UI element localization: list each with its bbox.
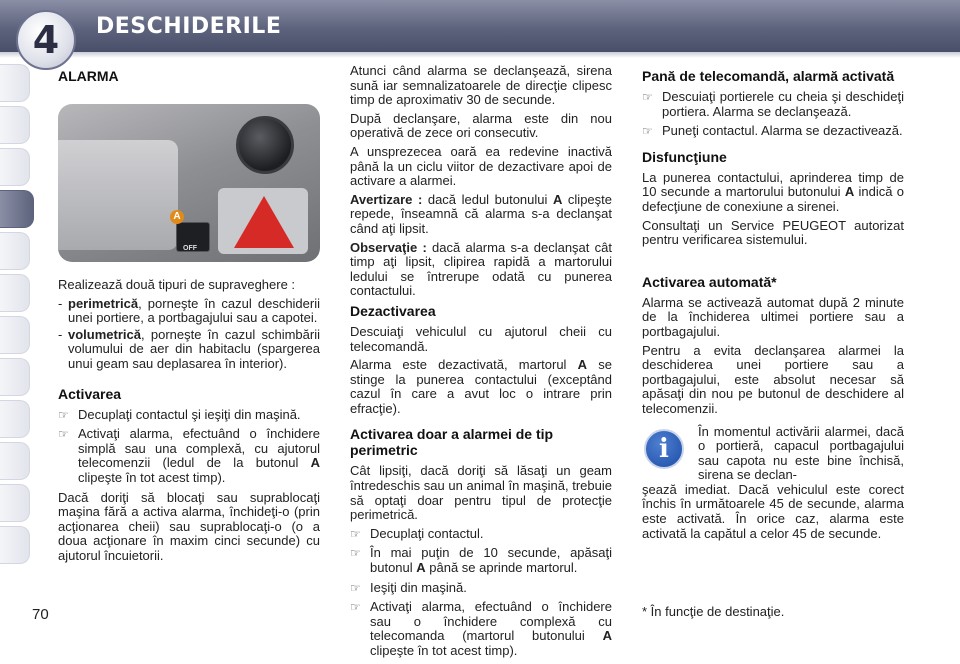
info-note: [642, 425, 904, 542]
hazard-triangle-icon: [234, 196, 294, 248]
list-item: ☞ Decuplaţi contactul.: [350, 525, 484, 541]
paragraph: Atunci când alarma se declanşează, sirena sună iar semnalizatoarele de direcţie clipesc timp de aproximativ 30 de secunde.: [350, 63, 612, 108]
chapter-number-badge: 4: [16, 10, 76, 70]
chapter-tabs: [0, 64, 34, 568]
page-number: 70: [32, 606, 49, 623]
warning-paragraph: Avertizare : dacă ledul butonului A clipeşte repede, înseamnă că alarma s-a declanşat când aţi lipsit.: [350, 191, 612, 236]
hand-pointer-icon: ☞: [58, 427, 69, 442]
list-item: ☞ Ieşiţi din maşină.: [350, 579, 467, 595]
hand-pointer-icon: ☞: [350, 600, 361, 615]
header-underline: [0, 52, 960, 58]
section-title-alarm: ALARMA: [58, 68, 119, 84]
paragraph: Pentru a evita declanşarea alarmei la deschiderea unei portiere sau a portbagajului, este absolut necesar să apăsaţi din nou pe butonul de deschidere al telecomenzii.: [642, 342, 904, 416]
hand-pointer-icon: ☞: [642, 90, 653, 104]
list-item: - perimetrică, porneşte în cazul deschiderii unei portiere, a portbagajului sau a capotei.: [58, 295, 320, 326]
chapter-tab-10[interactable]: [0, 442, 30, 480]
section-title-activation: Activarea: [58, 385, 122, 402]
chapter-tab-4-active[interactable]: [0, 190, 34, 228]
list-item: ☞ Descuiaţi portierele cu cheia şi deschideţi portiera. Alarma se declanşează.: [642, 89, 904, 119]
column-2: [350, 64, 612, 664]
list-item: ☞ Puneţi contactul. Alarma se dezactivează.: [642, 123, 903, 139]
chapter-tab-5[interactable]: [0, 232, 30, 270]
chapter-tab-2[interactable]: [0, 106, 30, 144]
list-item: - volumetrică, porneşte în cazul schimbării volumului de aer din habitaclu (spargerea unui geam sau deplasarea în interior).: [58, 326, 320, 371]
page-title: DESCHIDERILE: [96, 14, 282, 39]
paragraph: Dacă doriţi să blocaţi sau suprablocaţi maşina fără a activa alarma, închideţi-o (prin acţionarea cheii) sau suprablocaţi-o (o a doua acţionare în maxim cinci secunde) cu ajutorul încuietorii.: [58, 489, 320, 563]
section-title-remote-failure: Pană de telecomandă, alarmă activată: [642, 68, 895, 84]
section-title-malfunction: Disfuncţiune: [642, 148, 727, 165]
off-label: OFF: [183, 245, 197, 252]
observation-paragraph: Observaţie : dacă alarma s-a declanşat cât timp aţi lipsit, clipirea rapidă a martorului ledului se întrerupe odată cu punerea contactului.: [350, 239, 612, 299]
section-title-deactivation: Dezactivarea: [350, 302, 436, 319]
alarm-button-photo: [58, 104, 320, 262]
intro-paragraph: Realizează două tipuri de supraveghere :: [58, 277, 296, 292]
list-item: ☞ Decuplaţi contactul şi ieşiţi din maşină.: [58, 406, 301, 422]
dashboard-panel: [58, 140, 178, 250]
hand-pointer-icon: ☞: [58, 407, 69, 422]
paragraph: Consultaţi un Service PEUGEOT autorizat pentru verificarea sistemului.: [642, 217, 904, 248]
paragraph: Cât lipsiţi, dacă doriţi să lăsaţi un geam întredeschis sau un animal în maşină, trebuie să optaţi doar pentru tipul de protecţie perimetrică.: [350, 463, 612, 523]
chapter-tab-1[interactable]: [0, 64, 30, 102]
paragraph: A unsprezecea oară ea redevine inactivă până la un ciclu viitor de dezactivare apoi de activare a alarmei.: [350, 143, 612, 189]
paragraph: Alarma este dezactivată, martorul A se stinge la punerea contactului (exceptând cazul în care a avut loc o intrare prin efracţie).: [350, 357, 613, 416]
footnote: * În funcţie de destinaţie.: [642, 604, 785, 619]
callout-a: A: [170, 210, 184, 224]
chapter-tab-9[interactable]: [0, 400, 30, 438]
column-3: [642, 64, 904, 541]
section-title-perimeter: Activarea doar a alarmei de tip perimetric: [350, 426, 554, 459]
paragraph: Alarma se activează automat după 2 minute de la închiderea ultimei portiere sau a portbagajului.: [642, 294, 904, 339]
hand-pointer-icon: ☞: [642, 124, 653, 139]
hand-pointer-icon: ☞: [350, 546, 361, 561]
info-text-tail: şează imediat. Dacă vehiculul este corect închis în următoarele 45 de secunde, alarma este activată. În orice caz, alarma este activată la capătul a celor 45 de secunde.: [642, 481, 904, 541]
info-icon: i: [644, 429, 684, 469]
section-title-auto-activation: Activarea automată*: [642, 273, 777, 290]
chapter-tab-11[interactable]: [0, 484, 30, 522]
fan-dial: [236, 116, 294, 174]
hand-pointer-icon: ☞: [350, 526, 361, 541]
chapter-tab-3[interactable]: [0, 148, 30, 186]
hand-pointer-icon: ☞: [350, 580, 361, 595]
info-text-head: În momentul activării alarmei, dacă o portieră, capacul portbagajului sau capota nu este bine închisă, sirena se declan-: [698, 423, 904, 483]
chapter-tab-6[interactable]: [0, 274, 30, 312]
column-1: [58, 64, 320, 568]
chapter-tab-12[interactable]: [0, 526, 30, 564]
paragraph: La punerea contactului, aprinderea timp de 10 secunde a martorului butonului A indică o defecţiune de conexiune a sirenei.: [642, 169, 905, 214]
list-item: ☞ În mai puţin de 10 secunde, apăsaţi butonul A până se aprinde martorul.: [350, 545, 612, 576]
paragraph: Descuiaţi vehiculul cu ajutorul cheii cu telecomandă.: [350, 323, 612, 354]
chapter-tab-8[interactable]: [0, 358, 30, 396]
list-item: ☞ Activaţi alarma, efectuând o închidere simplă sau una complexă, cu ajutorul telecomenzii (ledul de la butonul A clipeşte în tot acest timp).: [58, 426, 320, 485]
chapter-tab-7[interactable]: [0, 316, 30, 354]
list-item: ☞ Activaţi alarma, efectuând o închidere sau o închidere complexă cu telecomanda (martorul butonului A clipeşte în tot acest timp).: [350, 599, 612, 658]
paragraph: După declanşare, alarma este din nou operativă de zece ori consecutiv.: [350, 110, 612, 141]
